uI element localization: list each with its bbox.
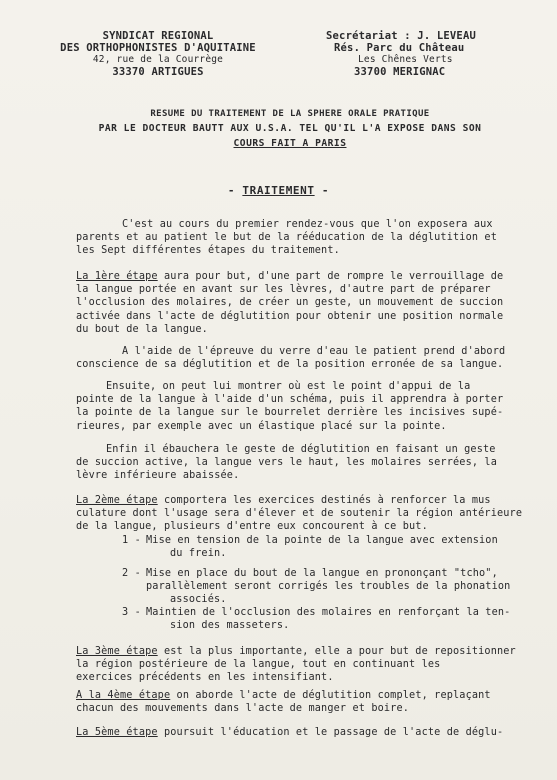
text-line: les Sept différentes étapes du traitement. bbox=[76, 245, 340, 257]
text-line: exercices précédents en les intensifiant. bbox=[76, 672, 334, 684]
text-line: sion des masseters. bbox=[170, 620, 290, 632]
text-span: comportera les exercices destinés à renforcer la mus bbox=[157, 495, 491, 506]
step-label: La 5ème étape bbox=[76, 727, 158, 738]
secretariat-residence: Rés. Parc du Château bbox=[334, 42, 465, 54]
list-number: 3 - bbox=[122, 607, 141, 618]
paragraph-step-4 bbox=[76, 689, 526, 715]
heading-text: TRAITEMENT bbox=[242, 184, 315, 197]
text-line: de la langue, plusieurs d'entre eux concourent à ce but. bbox=[76, 521, 428, 533]
list-item bbox=[122, 606, 532, 632]
text-span: est la plus importante, elle a pour but de repositionner bbox=[157, 646, 516, 657]
paragraph-step-5 bbox=[76, 726, 526, 739]
union-name: SYNDICAT REGIONAL bbox=[102, 30, 214, 42]
secretariat-building: Les Chênes Verts bbox=[358, 54, 453, 65]
text-line: lèvre inférieure abaissée. bbox=[76, 470, 240, 482]
text-line: de succion active, la langue vers le haut, les molaires serrées, la bbox=[76, 457, 497, 469]
paragraph-support-point bbox=[76, 380, 526, 433]
text-span: aura pour but, d'une part de rompre le verrouillage de bbox=[157, 271, 504, 282]
step-label: A la 4ème étape bbox=[76, 690, 171, 701]
letterhead-right bbox=[326, 30, 526, 78]
text-line: A l'aide de l'épreuve du verre d'eau le patient prend d'abord bbox=[122, 346, 506, 357]
text-line: conscience de sa déglutition et de la position erronée de sa langue. bbox=[76, 359, 504, 371]
union-city: 33370 ARTIGUES bbox=[112, 66, 204, 78]
text-line: activée dans l'acte de déglutition pour obtenir une position normale bbox=[76, 310, 504, 322]
text-line: Ensuite, on peut lui montrer où est le point d'appui de la bbox=[106, 381, 471, 392]
letterhead-left bbox=[48, 30, 268, 78]
paragraph-step-2 bbox=[76, 494, 526, 534]
text-line: rieures, par exemple avec un élastique placé sur la pointe. bbox=[76, 420, 447, 432]
section-heading bbox=[0, 184, 557, 197]
paragraph-intro bbox=[76, 218, 526, 258]
step-label: La 2ème étape bbox=[76, 495, 158, 506]
list-item bbox=[122, 534, 532, 560]
paragraph-step-3 bbox=[76, 645, 526, 685]
text-line: Mise en tension de la pointe de la langue avec extension bbox=[146, 535, 498, 546]
text-line: Mise en place du bout de la langue en prononçant "tcho", bbox=[146, 568, 498, 579]
text-line: Maintien de l'occlusion des molaires en renforçant la ten- bbox=[146, 607, 511, 618]
step-label: La 3ème étape bbox=[76, 646, 158, 657]
document-title bbox=[60, 108, 520, 150]
text-line: culature dont l'usage sera d'élever et de soutenir la région antérieure bbox=[76, 508, 523, 520]
heading-dash-left: - bbox=[227, 184, 243, 197]
list-number: 1 - bbox=[122, 535, 141, 546]
union-street: 42, rue de la Courrège bbox=[92, 54, 224, 65]
text-line: l'occlusion des molaires, de créer un geste, un mouvement de succion bbox=[76, 297, 504, 309]
text-line: pointe de la langue à l'aide d'un schéma, puis il apprendra à porter bbox=[76, 394, 504, 406]
list-item bbox=[122, 567, 532, 607]
text-line: parallèlement seront corrigés les troubles de la phonation bbox=[146, 581, 511, 593]
heading-dash-right: - bbox=[314, 184, 330, 197]
text-line: associés. bbox=[170, 594, 227, 606]
union-subtitle: DES ORTHOPHONISTES D'AQUITAINE bbox=[60, 42, 256, 54]
title-line-1: RESUME DU TRAITEMENT DE LA SPHERE ORALE PRATIQUE bbox=[150, 109, 430, 119]
text-line: chacun des mouvements dans l'acte de manger et boire. bbox=[76, 703, 410, 715]
secretariat-city: 33700 MERIGNAC bbox=[354, 66, 446, 78]
text-span: on aborde l'acte de déglutition complet, replaçant bbox=[170, 690, 491, 701]
paragraph-suction bbox=[76, 443, 526, 483]
text-line: la langue portée en avant sur les lèvres, d'autre part de préparer bbox=[76, 284, 491, 296]
paragraph-step-1 bbox=[76, 270, 526, 336]
text-line: du frein. bbox=[170, 548, 227, 560]
paragraph-glass-test bbox=[76, 345, 526, 371]
text-line: parents et au patient le but de la rééducation de la déglutition et bbox=[76, 232, 497, 244]
text-line: la pointe de la langue sur le bourrelet derrière les incisives supé- bbox=[76, 407, 504, 419]
text-line: du bout de la langue. bbox=[76, 323, 208, 335]
text-line: la région postérieure de la langue, tout en continuant les bbox=[76, 659, 441, 671]
step-label: La 1ère étape bbox=[76, 271, 158, 282]
secretariat-name: Secrétariat : J. LEVEAU bbox=[326, 30, 476, 42]
title-line-2: PAR LE DOCTEUR BAUTT AUX U.S.A. TEL QU'IL L'A EXPOSE DANS SON bbox=[98, 123, 482, 134]
text-span: poursuit l'éducation et le passage de l'acte de déglu- bbox=[157, 727, 504, 738]
text-line: Enfin il ébauchera le geste de déglutition en faisant un geste bbox=[106, 444, 496, 455]
title-line-3: COURS FAIT A PARIS bbox=[233, 138, 347, 149]
text-line: C'est au cours du premier rendez-vous que l'on exposera aux bbox=[122, 219, 493, 230]
list-number: 2 - bbox=[122, 568, 141, 579]
